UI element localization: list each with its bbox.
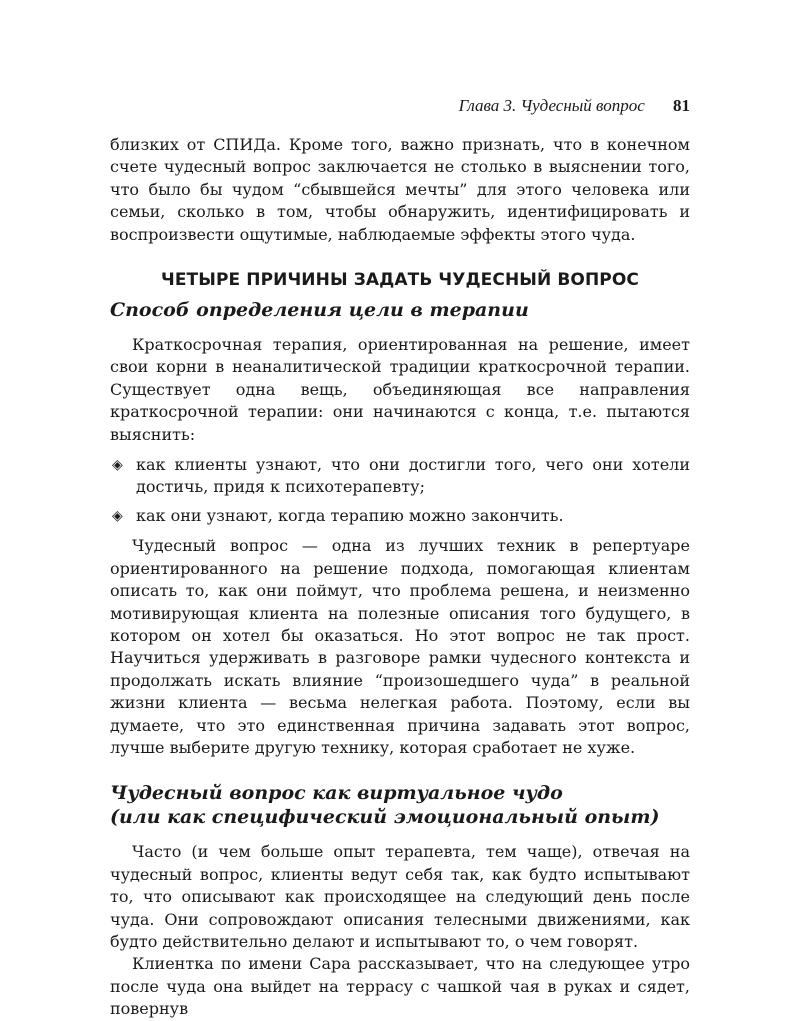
section-heading: ЧЕТЫРЕ ПРИЧИНЫ ЗАДАТЬ ЧУДЕСНЫЙ ВОПРОС (161, 270, 639, 291)
list-item-text: как клиенты узнают, что они достигли того, чего они хотели достичь, придя к психотерапевту; (136, 455, 690, 497)
page-number: 81 (673, 96, 690, 115)
subsection-heading-line-2: (или как специфический эмоциональный опыт) (110, 806, 660, 829)
chapter-title: Глава 3. Чудесный вопрос (458, 96, 645, 115)
paragraph-clients-behavior: Часто (и чем больше опыт терапевта, тем чаще), отвечая на чудесный вопрос, клиенты ведут себя так, как будто испытывают то, что описывают как происходящее на следующий день после чуда. Они сопровождают описания телесными движениями, как будто действительно делают и испытывают то, о чем говорят. (110, 842, 690, 951)
paragraph-brief-therapy: Краткосрочная терапия, ориентированная на решение, имеет свои корни в неаналитической традиции краткосрочной терапии. Существует одна вещь, объединяющая все направления краткосрочной терапии: они начинаются с конца, т.е. пытаются выяснить: (110, 335, 690, 444)
diamond-bullet-icon: ◈ (112, 457, 123, 474)
subsection-heading-virtual-miracle (110, 781, 690, 829)
subsection-heading-line-1: Чудесный вопрос как виртуальное чудо (110, 782, 563, 805)
paragraph-miracle-question: Чудесный вопрос — одна из лучших техник в репертуаре ориентированного на решение подхода, помогающая клиентам описать то, как они поймут, что проблема решена, и неизменно мотивирующая клиента на полезные описания того будущего, в котором он хотел бы оказаться. Но этот вопрос не так прост. Научиться удерживать в разговоре рамки чудесного контекста и продолжать искать влияние “произошедшего чуда” в реальной жизни клиента — весьма нелегкая работа. Поэтому, если вы думаете, что это единственная причина задавать этот вопрос, лучше выберите другую технику, которая сработает не хуже. (110, 536, 690, 757)
paragraph-continuation: близких от СПИДа. Кроме того, важно признать, что в конечном счете чудесный вопрос заключается не столько в выяснении того, что было бы чудом “сбывшейся мечты” для этого человека или семьи, сколько в том, чтобы обнаружить, идентифицировать и воспроизвести ощутимые, наблюдаемые эффекты этого чуда. (110, 135, 690, 244)
paragraph-sara-example: Клиентка по имени Сара рассказывает, что на следующее утро после чуда она выйдет на террасу с чашкой чая в руках и сядет, повернув (110, 954, 690, 1019)
list-item-text: как они узнают, когда терапию можно закончить. (136, 505, 564, 525)
bullet-list (110, 454, 690, 527)
list-item (110, 454, 690, 499)
list-item (110, 505, 690, 527)
diamond-bullet-icon: ◈ (112, 507, 123, 524)
subsection-heading-goal: Способ определения цели в терапии (110, 299, 529, 322)
book-page (110, 96, 690, 1021)
running-head (110, 96, 690, 124)
